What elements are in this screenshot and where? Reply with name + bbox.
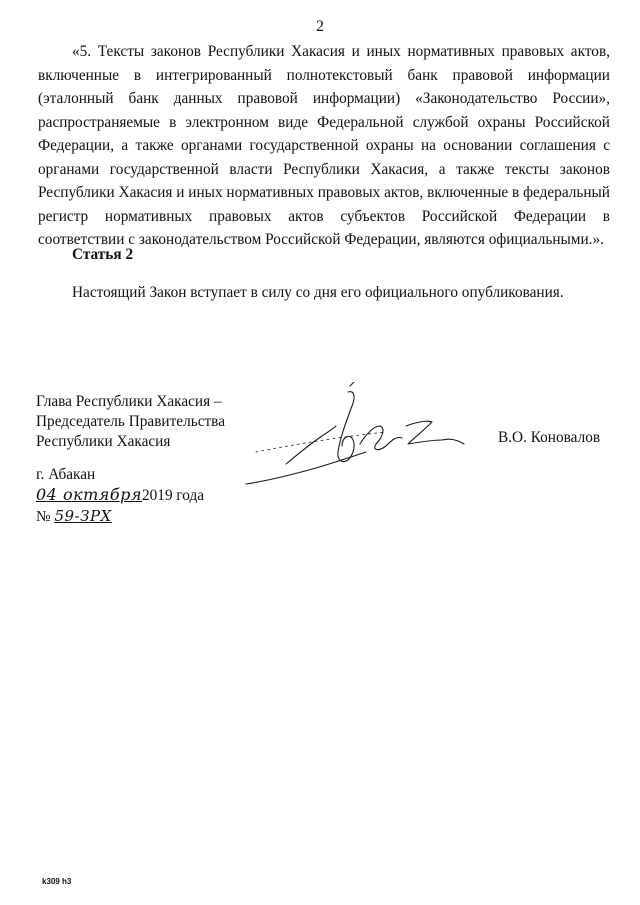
signatory-title-line: Председатель Правительства: [36, 413, 225, 430]
signatory-title: [36, 392, 225, 452]
signer-name: В.О. Коновалов: [498, 429, 601, 446]
signing-date: [36, 485, 204, 505]
handwritten-signature: [236, 382, 476, 492]
law-number: [36, 507, 112, 526]
signatory-title-line: Республики Хакасия: [36, 433, 171, 450]
date-year: 2019 года: [142, 487, 205, 504]
signatory-title-line: Глава Республики Хакасия –: [36, 393, 222, 410]
page-number: 2: [316, 18, 324, 35]
handwritten-number: 59-ЗРХ: [54, 507, 112, 525]
signing-city: г. Абакан: [36, 466, 96, 483]
article-heading: Статья 2: [72, 246, 134, 263]
handwritten-date: 04 октября: [36, 485, 142, 504]
number-sign: №: [36, 508, 51, 525]
amendment-paragraph: «5. Тексты законов Республики Хакасия и иных нормативных правовых актов, включенные в интегрированный полнотекстовый банк правовой информации (эталонный банк данных правовой информации) «Законодательство России», распространяемые в электронном виде Федеральной службой охраны Российской Федерации, а также органами государственной охраны на основании соглашения с органами государственной власти Республики Хакасия, а также тексты законов Республики Хакасия и иных нормативных правовых актов, включенные в федеральный регистр нормативных правовых актов субъектов Российской Федерации в соответствии с законодательством Российской Федерации, являются официальными.».: [38, 43, 610, 248]
footer-code: k309 h3: [42, 877, 72, 886]
effect-paragraph: Настоящий Закон вступает в силу со дня его официального опубликования.: [72, 284, 564, 301]
